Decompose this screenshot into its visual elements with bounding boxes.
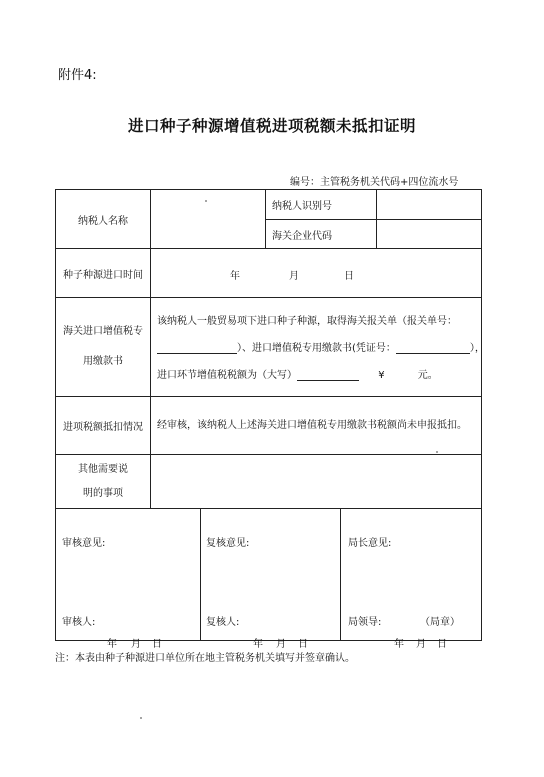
director-month: 月: [416, 639, 426, 650]
scan-speck: [140, 717, 142, 719]
other-matters-label-line2: 明的事项: [83, 487, 123, 499]
import-time-label: 种子种源进口时间: [56, 249, 151, 298]
vat-book-line3: [157, 366, 438, 381]
recheck-opinion-label: 复核意见:: [206, 538, 250, 549]
vat-book-label-line1: 海关进口增值税专: [63, 326, 143, 337]
other-matters-content: [151, 455, 482, 509]
vat-book-label-line2: 用缴款书: [83, 356, 123, 367]
reference-number-note: 编号：主管税务机关代码+四位流水号: [290, 177, 459, 188]
footnote: 注：本表由种子种源进口单位所在地主管税务机关填写并签章确认。: [55, 653, 355, 664]
review-year: 年: [107, 639, 117, 650]
voucher-number-blank: [396, 342, 470, 354]
declaration-number-blank: [157, 342, 237, 354]
review-opinion-label: 审核意见:: [62, 538, 106, 549]
vat-amount-words-blank: [297, 369, 359, 381]
customs-code-value: [377, 220, 482, 249]
taxpayer-name-label: 纳税人名称: [56, 190, 151, 249]
recheck-day: 日: [298, 639, 308, 650]
vat-book-line2-end: ），: [469, 343, 485, 354]
deduction-content: [151, 397, 482, 455]
other-matters-label-line1: 其他需要说: [78, 463, 128, 475]
director-opinion-label: 局长意见:: [348, 538, 392, 549]
vat-book-content: [151, 298, 485, 397]
director-year: 年: [394, 639, 404, 650]
deduction-label: 进项税额抵扣情况: [56, 397, 151, 455]
review-month: 月: [131, 639, 141, 650]
vat-book-label: [56, 298, 151, 397]
scan-speck: [436, 451, 438, 453]
page-title: 进口种子种源增值税进项税额未抵扣证明: [127, 117, 416, 135]
vat-book-line1: 该纳税人一般贸易项下进口种子种源，取得海关报关单（报关单号：: [157, 316, 457, 327]
recheck-year: 年: [253, 639, 263, 650]
vat-amount-words-label: 进口环节增值税税额为（大写）: [157, 370, 297, 381]
yuan-unit: 元。: [417, 370, 438, 381]
other-matters-label: [56, 455, 151, 509]
recheck-month: 月: [276, 639, 286, 650]
import-day: 日: [344, 271, 354, 282]
import-time-value: [151, 249, 482, 298]
vat-book-line2-text: ）、进口增值税专用缴款书(凭证号：: [237, 343, 396, 354]
customs-code-label: 海关企业代码: [266, 220, 377, 249]
director-label: 局领导:: [348, 617, 382, 628]
vat-book-line2: [157, 339, 485, 354]
taxpayer-id-value: [377, 190, 482, 220]
import-month: 月: [289, 271, 299, 282]
director-day: 日: [437, 639, 447, 650]
import-year: 年: [230, 271, 240, 282]
deduction-text: 经审核，该纳税人上述海关进口增值税专用缴款书税额尚未申报抵扣。: [157, 420, 467, 431]
signature-section: [56, 509, 482, 650]
rechecker-label: 复核人:: [206, 617, 240, 628]
certificate-form: [55, 189, 485, 650]
taxpayer-name-value: [151, 190, 266, 249]
attachment-label: 附件4:: [58, 68, 97, 83]
yuan-symbol: ¥: [378, 370, 385, 381]
review-day: 日: [152, 639, 162, 650]
scan-speck: [205, 200, 207, 202]
reviewer-label: 审核人:: [62, 617, 96, 628]
bureau-seal-label: （局章）: [420, 617, 460, 628]
taxpayer-id-label: 纳税人识别号: [266, 190, 377, 220]
